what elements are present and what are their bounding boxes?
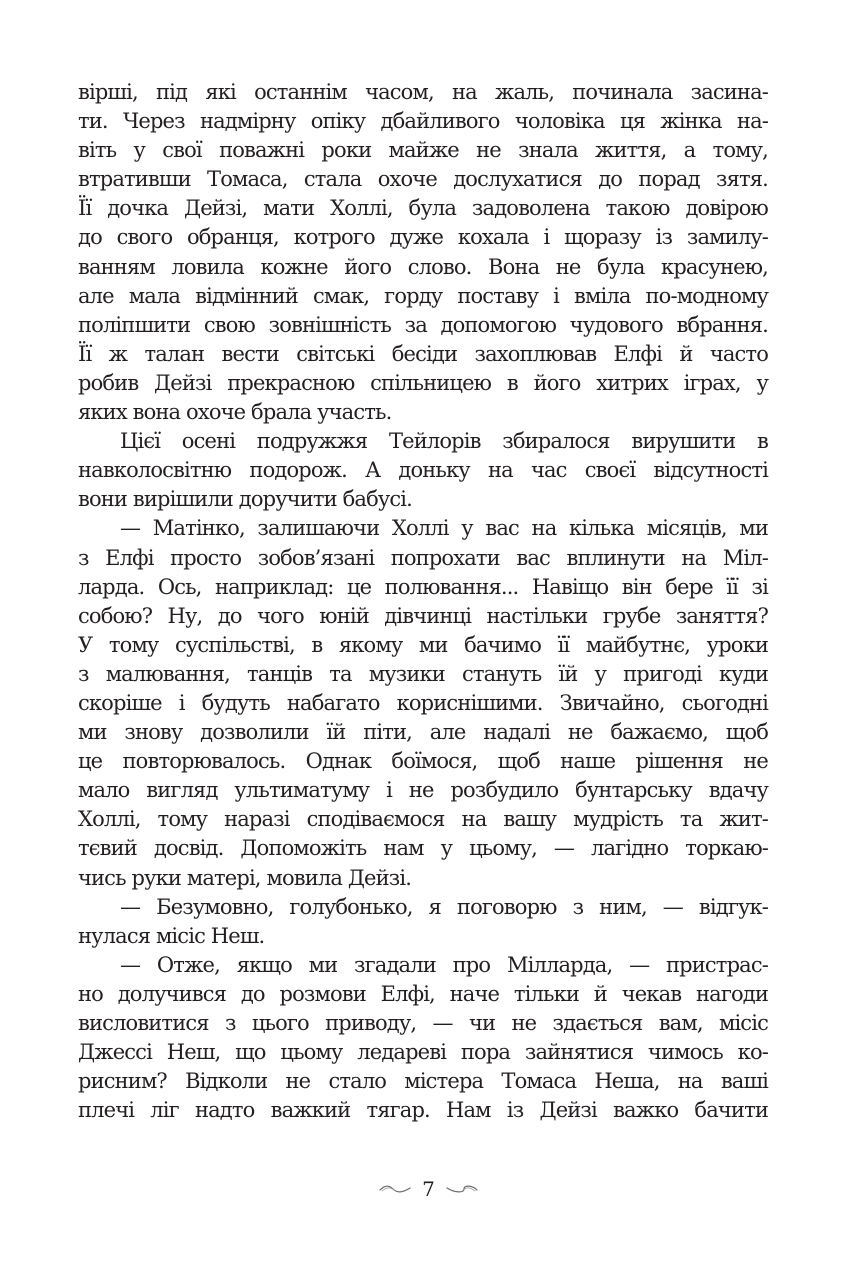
text-line: ванням ловила кожне його слово. Вона не була красунею, (78, 254, 768, 279)
text-line: Холлі, тому наразі сподіваємося на вашу мудрість та жит- (78, 807, 768, 832)
text-line: Джессі Неш, що цьому ледареві пора зайнятися чимось ко- (78, 1040, 768, 1065)
text-line: ми знову дозволили їй піти, але надалі не бажаємо, щоб (78, 720, 768, 745)
text-line: поліпшити свою зовнішність за допомогою чудового вбрання. (78, 312, 768, 337)
text-line: це повторювалось. Однак боїмося, щоб наше рішення не (78, 749, 768, 774)
text-line: Її дочка Дейзі, мати Холлі, була задоволена такою довірою (78, 196, 768, 221)
text-line: робив Дейзі прекрасною спільницею в його хитрих іграх, у (78, 370, 768, 395)
page-number: 7 (422, 1177, 435, 1201)
text-line: вони вирішили доручити бабусі. (78, 487, 413, 512)
text-line: втративши Томаса, стала охоче дослухатися до порад зятя. (78, 167, 768, 192)
text-line: вірші, під які останнім часом, на жаль, починала засина- (78, 80, 768, 104)
text-line: скоріше і будуть набагато кориснішими. Звичайно, сьогодні (78, 690, 768, 715)
text-line: — Отже, якщо ми згадали про Мілларда, — пристрас- (120, 952, 768, 977)
text-line: з малювання, танців та музики стануть їй у пригоді куди (78, 661, 768, 686)
text-line: мало вигляд ультиматуму і не розбудило бунтарську вдачу (78, 778, 768, 803)
text-line: до свого обранця, котрого дуже кохала і щоразу із замилу- (78, 225, 768, 250)
text-line: собою? Ну, до чого юній дівчинці настільки грубе заняття? (78, 603, 768, 628)
text-line: ти. Через надмірну опіку дбайливого чоловіка ця жінка на- (78, 109, 768, 134)
ornament-right-icon (445, 1183, 479, 1195)
text-line: віть у свої поважні роки майже не знала життя, а тому, (78, 138, 768, 163)
text-line: — Матінко, залишаючи Холлі у вас на кілька місяців, ми (120, 516, 768, 541)
text-line: висловитися з цього приводу, — чи не здається вам, місіс (78, 1011, 768, 1035)
text-line: У тому суспільстві, в якому ми бачимо її майбутнє, уроки (78, 632, 768, 657)
text-line: Її ж талан вести світські бесіди захоплював Елфі й часто (78, 341, 768, 366)
text-line: тєвий досвід. Допоможіть нам у цьому, — лагідно торкаю- (78, 836, 768, 861)
page-body (78, 78, 768, 1125)
text-line: але мала відмінний смак, горду поставу і вміла по-модному (78, 283, 768, 308)
text-line: но долучився до розмови Елфі, наче тільки й чекав нагоди (78, 981, 768, 1006)
text-line: яких вона охоче брала участь. (78, 400, 392, 425)
text-line: з Елфі просто зобов’язані попрохати вас вплинути на Міл- (78, 545, 768, 570)
ornament-left-icon (378, 1183, 412, 1195)
text-line: — Безумовно, голубонько, я поговорю з ним, — відгук- (120, 894, 768, 919)
text-line: Цієї осені подружжя Тейлорів збиралося вирушити в (120, 429, 768, 454)
text-line: навколосвітню подорож. А доньку на час своєї відсутності (78, 458, 768, 483)
page-footer (0, 1175, 857, 1203)
text-line: чись руки матері, мовила Дейзі. (78, 865, 412, 890)
text-line: рисним? Відколи не стало містера Томаса Неша, на ваші (78, 1069, 768, 1094)
text-line: ларда. Ось, наприклад: це полювання... Навіщо він бере її зі (78, 574, 768, 599)
text-line: нулася місіс Неш. (78, 923, 265, 948)
text-line: плечі ліг надто важкий тягар. Нам із Дейзі важко бачити (78, 1098, 768, 1123)
